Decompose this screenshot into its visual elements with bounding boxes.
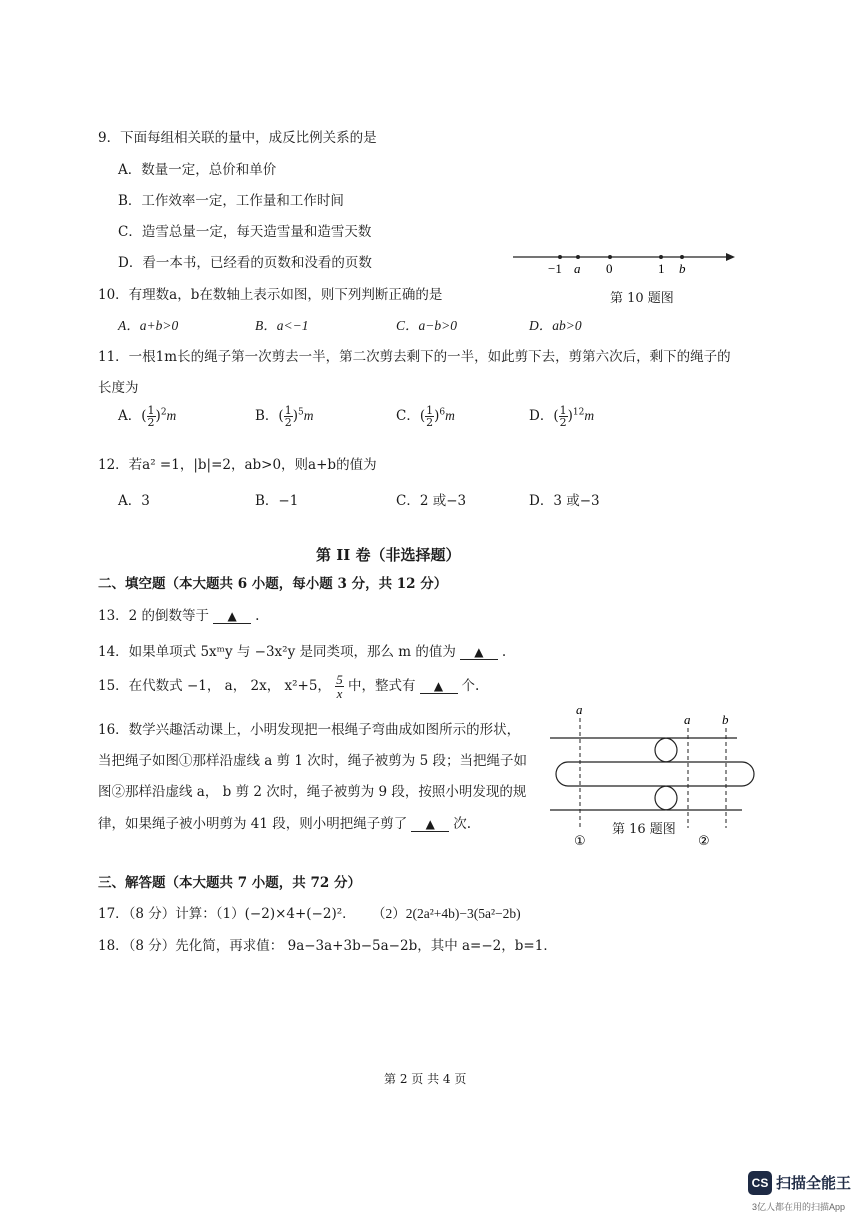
label-one: 1 <box>658 261 665 276</box>
q16-line-1: 16．数学兴趣活动课上，小明发现把一根绳子弯曲成如图所示的形状， <box>98 722 521 738</box>
fig2-label-a: a <box>684 712 691 727</box>
q15: 15．在代数式 −1， a， 2x， x²+5， $\frac{5}{x}$ 中，整式有 ▲ 个. <box>98 672 480 701</box>
q9-option-c: C．造雪总量一定，每天造雪量和造雪天数 <box>118 224 372 240</box>
q16-line-3: 图②那样沿虚线 a， b 剪 2 次时，绳子被剪为 9 段，按照小明发现的规 <box>98 784 527 800</box>
label-b: b <box>679 261 686 276</box>
tick-minus1 <box>558 255 562 259</box>
q13: 13．2 的倒数等于 ▲ . <box>98 608 260 624</box>
q9-option-a: A．数量一定，总价和单价 <box>118 162 277 178</box>
q12-option-b: B．−1 <box>255 493 299 509</box>
watermark-brand: 扫描全能王 <box>776 1175 852 1192</box>
q10-stem: 10．有理数a，b在数轴上表示如图，则下列判断正确的是 <box>98 287 443 303</box>
fig1-number: ① <box>574 834 586 849</box>
point-b <box>680 255 684 259</box>
q14: 14．如果单项式 5xᵐy 与 −3x²y 是同类项，那么 m 的值为 ▲ . <box>98 644 507 660</box>
q11-option-a: A．( $\frac{1}{2}$ )$^2$m <box>118 404 177 429</box>
q9-option-b: B．工作效率一定，工作量和工作时间 <box>118 193 344 209</box>
label-a: a <box>574 261 581 276</box>
rope-2 <box>655 738 754 810</box>
q12-stem: 12．若a² =1，|b|=2，ab>0，则a+b的值为 <box>98 457 377 473</box>
page-footer: 第 2 页 共 4 页 <box>384 1072 467 1086</box>
q10-option-b: B．a<−1 <box>255 318 309 333</box>
q9-stem: 9．下面每组相关联的量中，成反比例关系的是 <box>98 130 377 146</box>
q12-option-c: C．2 或−3 <box>396 493 467 509</box>
watermark-slogan: 3亿人都在用的扫描App <box>752 1202 846 1212</box>
q12-option-d: D．3 或−3 <box>529 493 600 509</box>
fig2-number: ② <box>698 834 710 849</box>
fig10-caption: 第 10 题图 <box>610 291 674 306</box>
label-minus1: −1 <box>548 261 562 276</box>
label-zero: 0 <box>606 261 613 276</box>
q11-option-b: B．( $\frac{1}{2}$ )$^5$m <box>255 404 314 429</box>
number-line-figure <box>505 243 745 277</box>
fig2-label-b: b <box>722 712 729 727</box>
q17-part2: （2）2(2a²+4b)−3(5a²−2b) <box>372 906 521 921</box>
q10-option-c: C．a−b>0 <box>396 318 457 333</box>
q10-option-a: A．a+b>0 <box>118 318 179 333</box>
part2-title: 第 II 卷（非选择题） <box>316 546 461 564</box>
q9-option-d: D．看一本书，已经看的页数和没看的页数 <box>118 255 372 271</box>
q11-option-c: C．( $\frac{1}{2}$ )$^6$m <box>396 404 455 429</box>
q12-option-a: A．3 <box>118 493 150 509</box>
answer-blank: ▲ <box>460 645 498 660</box>
q11-option-d: D．( $\frac{1}{2}$ )$^{12}$m <box>529 404 595 429</box>
q11-stem: 11．一根1m长的绳子第一次剪去一半，第二次剪去剩下的一半，如此剪下去，剪第六次后，剩下的绳子的 <box>98 349 731 365</box>
answer-blank: ▲ <box>213 609 251 624</box>
q16-line-2: 当把绳子如图①那样沿虚线 a 剪 1 次时，绳子被剪为 5 段；当把绳子如 <box>98 753 527 769</box>
fig16-caption: 第 16 题图 <box>612 822 676 837</box>
section2-heading: 二、填空题（本大题共 6 小题，每小题 3 分，共 12 分） <box>98 576 448 592</box>
fig1-label-a: a <box>576 702 583 717</box>
tick-one <box>659 255 663 259</box>
answer-blank: ▲ <box>411 817 449 832</box>
q16-line-4: 律，如果绳子被小明剪为 41 段，则小明把绳子剪了 ▲ 次. <box>98 816 472 832</box>
q17-part1: 17．（8 分）计算：（1）(−2)×4+(−2)²． <box>98 906 356 922</box>
tick-zero <box>608 255 612 259</box>
point-a <box>576 255 580 259</box>
section3-heading: 三、解答题（本大题共 7 小题，共 72 分） <box>98 875 361 891</box>
camscanner-logo-icon: CS <box>748 1171 772 1195</box>
q11-stem-cont: 长度为 <box>98 380 139 396</box>
q10-option-d: D．ab>0 <box>529 318 582 333</box>
q18: 18．（8 分）先化简，再求值： 9a−3a+3b−5a−2b，其中 a=−2，b=1． <box>98 938 557 954</box>
rope-1 <box>550 738 677 810</box>
answer-blank: ▲ <box>420 679 458 694</box>
